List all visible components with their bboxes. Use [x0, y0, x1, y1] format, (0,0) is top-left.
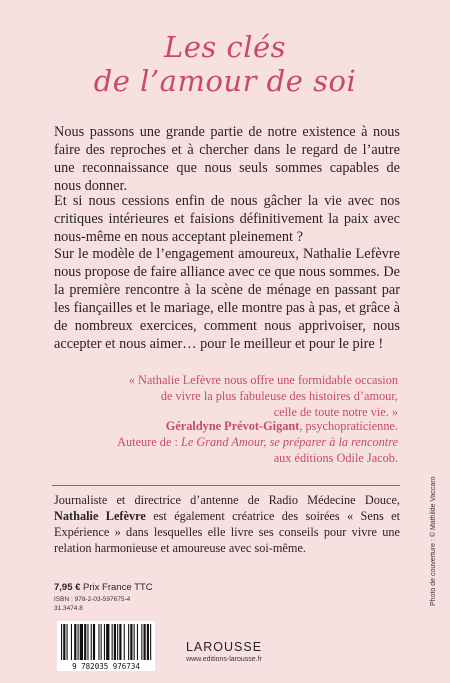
publisher-website: www.editions-larousse.fr — [186, 656, 262, 663]
summary-paragraph-1: Nous passons une grande partie de notre existence à nous faire des reproches et à chercher dans le regard de l’autre une reconnaissance que nous seuls sommes capables de nous donner. — [54, 124, 400, 194]
author-bio — [54, 492, 400, 556]
quote-author-book-title: Le Grand Amour, se préparer à la rencontre — [180, 435, 398, 449]
barcode-bars — [57, 621, 155, 662]
price — [54, 582, 153, 593]
product-code: 31.3474.8 — [54, 605, 83, 612]
title-line-1: Les clés — [163, 30, 287, 64]
quote-line-3: celle de toute notre vie. » — [273, 405, 398, 419]
quote-author-line — [90, 418, 398, 434]
quote-line-2: de vivre la plus fabuleuse des histoires d’amour, — [160, 389, 398, 403]
bio-part-2: est également créatrice des soirées « Sens et Expérience » dans lesquelles elle livre ses conseils pour vivre une relation harmonieuse et amoureuse avec soi-même. — [54, 509, 401, 555]
quote-author-book-line — [90, 434, 398, 450]
publisher-logo: LAROUSSE — [185, 640, 263, 654]
bio-author-name: Nathalie Lefèvre — [54, 509, 146, 523]
title-line-2: de l’amour de soi — [93, 64, 357, 98]
quote-attribution — [90, 418, 398, 466]
endorsement-quote — [90, 372, 398, 420]
price-label: Prix France TTC — [80, 582, 153, 593]
quote-author-book-prefix: Auteure de : — [117, 435, 181, 449]
barcode-number: 9 782035 976734 — [57, 662, 155, 671]
bio-part-1: Journaliste et directrice d’antenne de Radio Médecine Douce, — [54, 493, 400, 507]
summary-paragraph-3: Sur le modèle de l’engagement amoureux, Nathalie Lefèvre nous propose de faire alliance avec ce que nous sommes. De la première rencontre à la scène de ménage en passant par les fiançailles et le mariage, elle montre pas à pas, et grâce à de nombreux exercices, comment nous apprivoiser, nous accepter et nous aimer… pour le meilleur et pour le pire ! — [54, 246, 400, 352]
isbn: ISBN : 978-2-03-597675-4 — [54, 596, 131, 603]
barcode — [57, 621, 155, 671]
price-amount: 7,95 € — [54, 582, 81, 593]
quote-author-name: Géraldyne Prévot-Gigant — [165, 419, 300, 433]
section-divider — [52, 485, 400, 486]
quote-author-publisher: aux éditions Odile Jacob. — [273, 451, 398, 465]
summary-paragraph-2: Et si nous cessions enfin de nous gâcher la vie avec nos critiques intérieures et faisions définitivement la paix avec nous-même en nous acceptant pleinement ? — [54, 193, 400, 245]
quote-line-1: « Nathalie Lefèvre nous offre une formidable occasion — [128, 373, 398, 387]
quote-author-role: , psychopraticienne. — [299, 419, 398, 433]
isbn-block — [54, 595, 130, 613]
photo-credit: Photo de couverture : © Mathilde Vaccaro — [430, 476, 437, 606]
